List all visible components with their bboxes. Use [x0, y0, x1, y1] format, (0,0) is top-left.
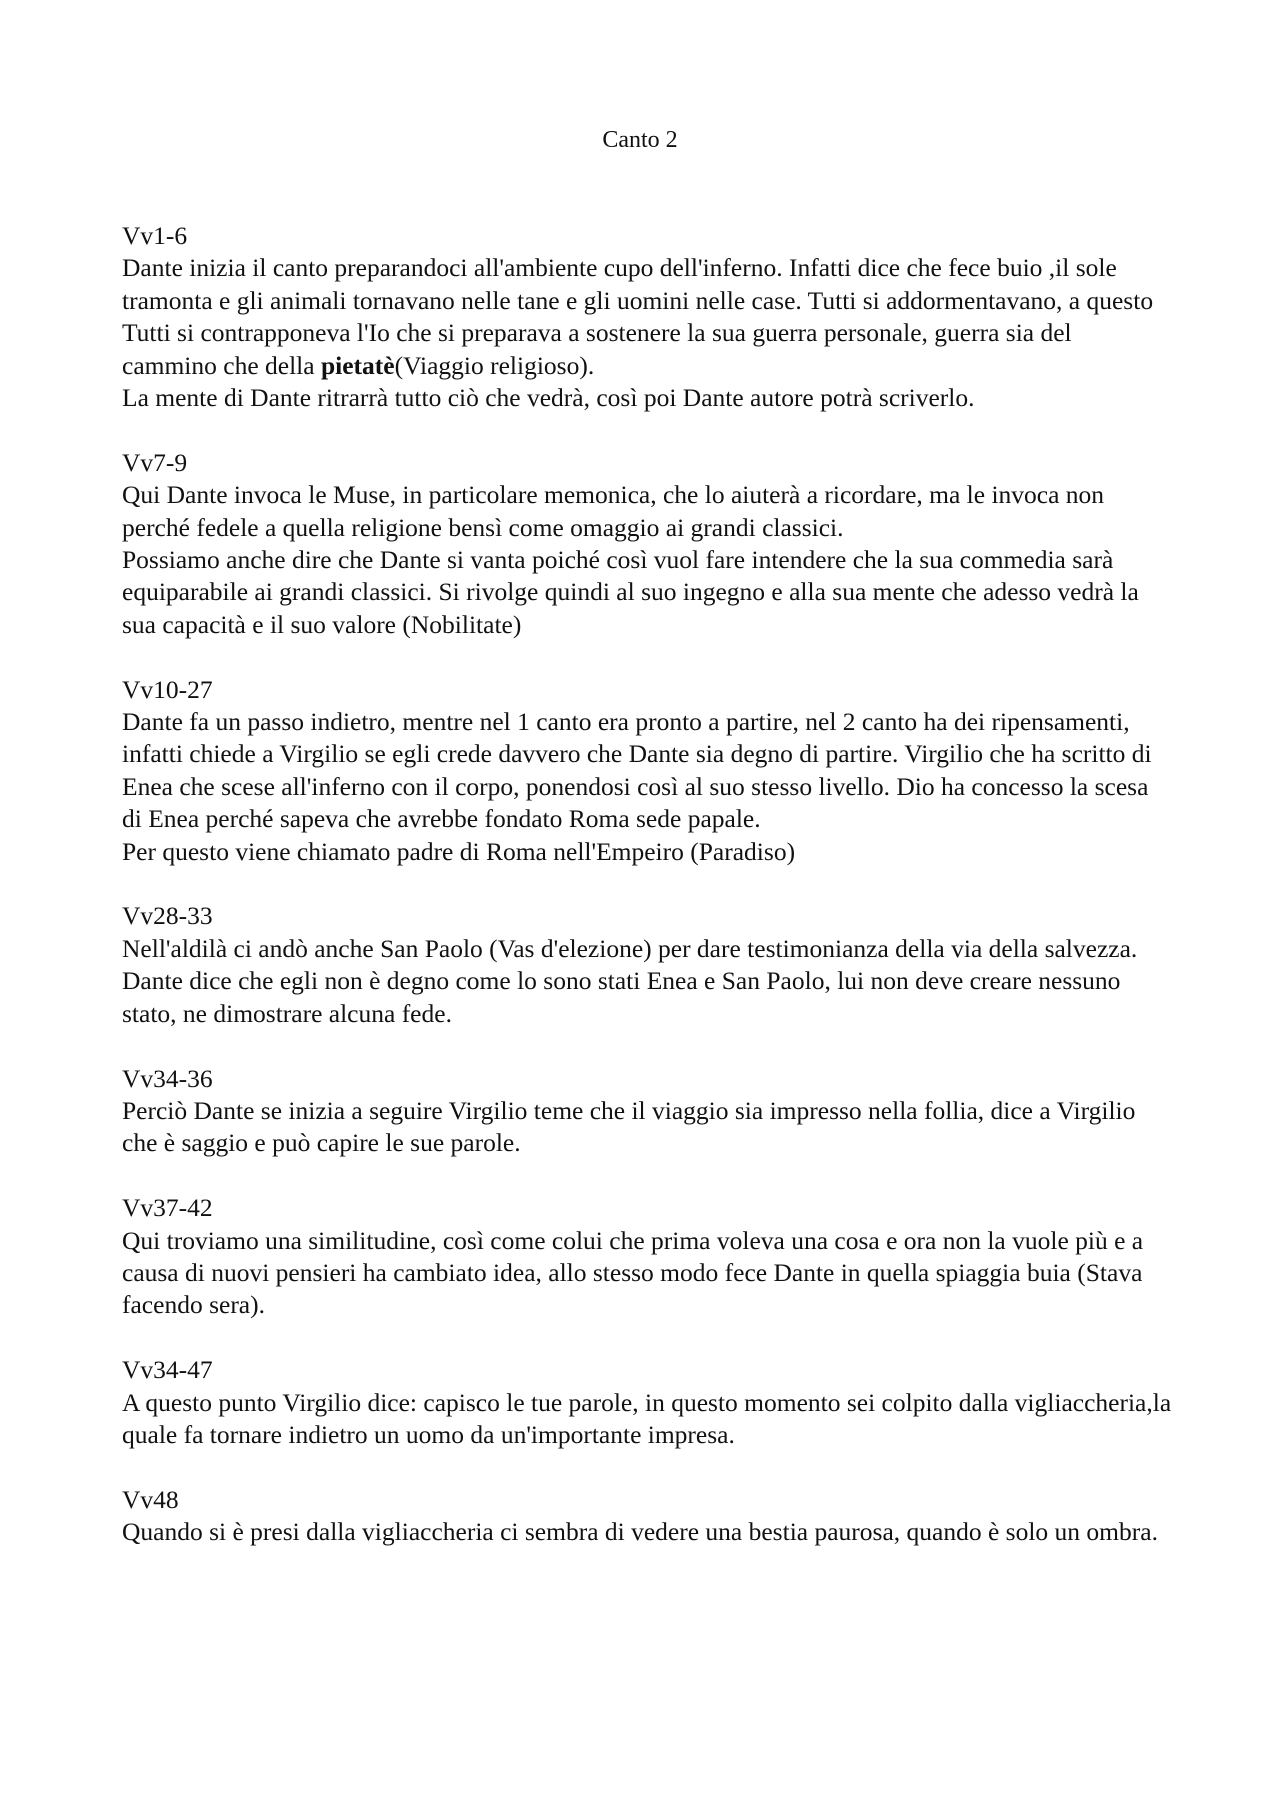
section — [122, 1063, 1172, 1160]
paragraph: La mente di Dante ritrarrà tutto ciò che vedrà, così poi Dante autore potrà scriverlo. — [122, 383, 975, 413]
section-heading: Vv48 — [122, 1484, 179, 1514]
bold-term: pietatè — [320, 350, 395, 380]
paragraph: Per questo viene chiamato padre di Roma nell'Empeiro (Paradiso) — [122, 836, 796, 866]
section — [122, 1192, 1172, 1322]
section-heading: Vv34-36 — [122, 1063, 213, 1093]
paragraph: Possiamo anche dire che Dante si vanta poiché così vuol fare intendere che la sua commedia sarà equiparabile ai grandi classici. Si rivolge quindi al suo ingegno e alla sua mente che adesso vedrà la sua capacità e il suo valore (Nobilitate) — [122, 545, 1139, 639]
section-heading: Vv1-6 — [122, 221, 188, 250]
paragraph-text: (Viaggio religioso). — [394, 350, 595, 380]
section-heading: Vv34-47 — [122, 1355, 213, 1385]
section — [122, 900, 1172, 1030]
page-title: Canto 2 — [602, 127, 678, 153]
paragraph: Nell'aldilà ci andò anche San Paolo (Vas d'elezione) per dare testimonianza della via della salvezza. — [122, 933, 1138, 963]
paragraph: Dante fa un passo indietro, mentre nel 1 canto era pronto a partire, nel 2 canto ha dei ripensamenti, infatti chiede a Virgilio se egli crede davvero che Dante sia degno di partire. Virgilio che ha scritto di Enea che scese all'inferno con il corpo, ponendosi così al suo stesso livello. Dio ha concesso la scesa di Enea perché sapeva che avrebbe fondato Roma sede papale. — [122, 707, 1152, 834]
section — [122, 1354, 1172, 1451]
paragraph-text: Dante inizia il canto preparandoci all'ambiente cupo dell'inferno. Infatti dice che fece buio ,il sole tramonta e gli animali tornavano nelle tane e gli uomini nelle case. Tutti si addormentavano, a questo Tutti si contrapponeva l'Io che si preparava a sostenere la sua guerra personale, guerra sia del cammino che della — [122, 253, 1154, 380]
paragraph: Quando si è presi dalla vigliaccheria ci sembra di vedere una bestia paurosa, quando è solo un ombra. — [122, 1517, 1158, 1547]
section-heading: Vv28-33 — [122, 901, 213, 931]
section — [122, 220, 1172, 414]
section-heading: Vv37-42 — [122, 1193, 213, 1223]
paragraph: Perciò Dante se inizia a seguire Virgilio teme che il viaggio sia impresso nella follia, dice a Virgilio che è saggio e può capire le sue parole. — [122, 1095, 1136, 1158]
paragraph: Qui Dante invoca le Muse, in particolare memonica, che lo aiuterà a ricordare, ma le invoca non perché fedele a quella religione bensì come omaggio ai grandi classici. — [122, 480, 1105, 542]
paragraph: Qui troviamo una similitudine, così come colui che prima voleva una cosa e ora non la vuole più e a causa di nuovi pensieri ha cambiato idea, allo stesso modo fece Dante in quella spiaggia buia (Stava facendo sera). — [122, 1225, 1144, 1320]
paragraph: A questo punto Virgilio dice: capisco le tue parole, in questo momento sei colpito dalla vigliaccheria,la quale fa tornare indietro un uomo da un'importante impresa. — [122, 1387, 1172, 1449]
paragraph: Dante dice che egli non è degno come lo sono stati Enea e San Paolo, lui non deve creare nessuno stato, ne dimostrare alcuna fede. — [122, 966, 1121, 1028]
section — [122, 447, 1172, 641]
section — [122, 1484, 1172, 1549]
section — [122, 674, 1172, 868]
section-heading: Vv7-9 — [122, 447, 188, 477]
section-heading: Vv10-27 — [122, 674, 213, 704]
document-body — [122, 220, 1172, 1581]
paragraph — [122, 252, 1172, 382]
